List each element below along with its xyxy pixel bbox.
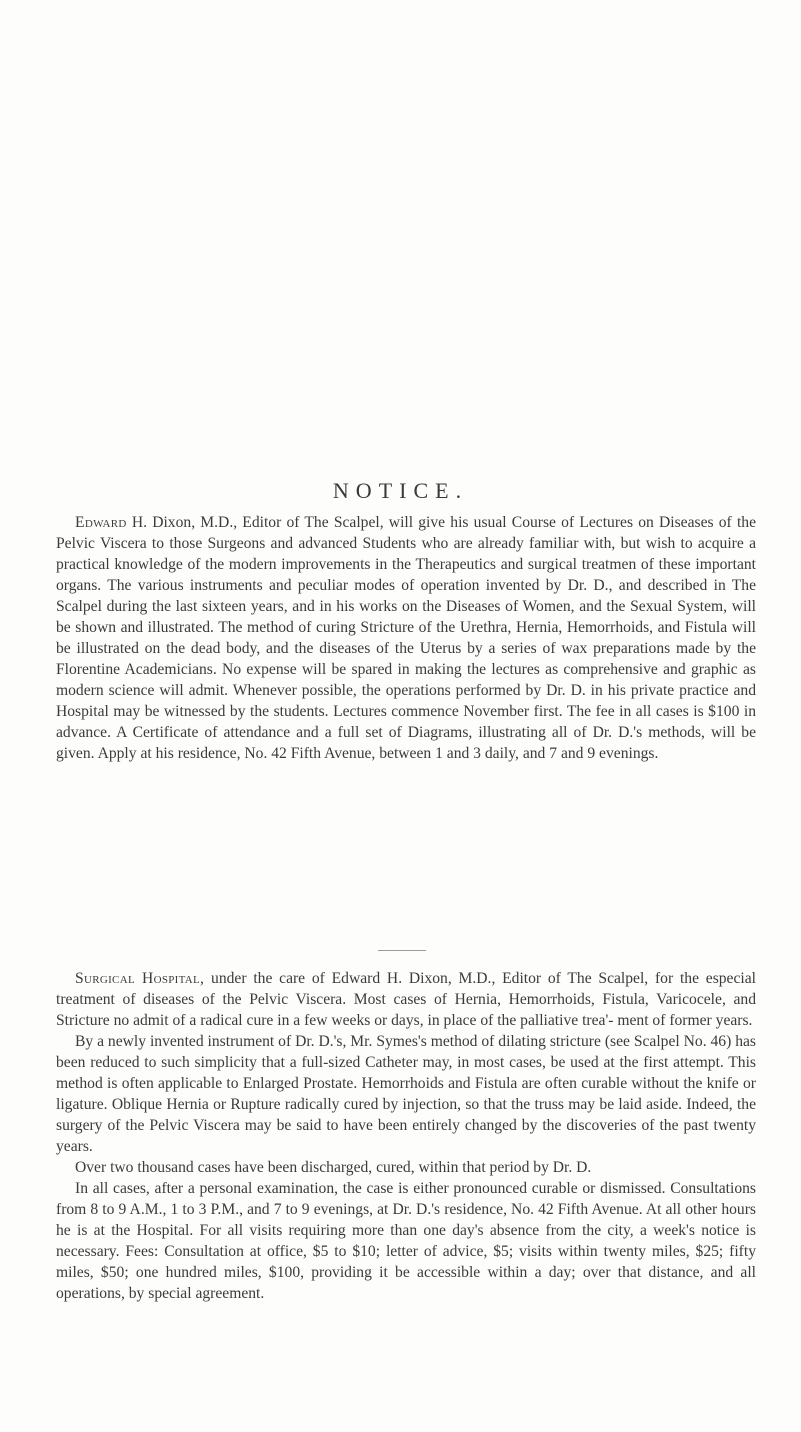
- section-divider: [378, 950, 426, 951]
- notice-title: NOTICE.: [332, 478, 469, 503]
- hospital-lead: Surgical Hospital,: [75, 970, 205, 987]
- notice-lead-name: Edward: [75, 514, 127, 531]
- notice-paragraph-text: H. Dixon, M.D., Editor of The Scalpel, will give his usual Course of Lectures on Diseases of the Pelvic Viscera to those Surgeons and advanced Students who are already familiar with, but wish to acquire a practical knowledge of the modern improvements in the Therapeutics and surgical treatmen of these important organs. The various instruments and peculiar modes of operation invented by Dr. D., and described in The Scalpel during the last sixteen years, and in his works on the Diseases of Women, and the Sexual System, will be shown and illustrated. The method of curing Stricture of the Urethra, Hernia, Hemorrhoids, and Fistula will be illustrated on the dead body, and the diseases of the Uterus by a series of wax preparations made by the Florentine Academicians. No expense will be spared in making the lectures as comprehensive and graphic as modern science will admit. Whenever possible, the operations performed by Dr. D. in his private practice and Hospital may be witnessed by the students. Lectures commence November first. The fee in all cases is $100 in advance. A Certificate of attendance and a full set of Diagrams, illustrating all of Dr. D.'s methods, will be given. Apply at his residence, No. 42 Fifth Avenue, between 1 and 3 daily, and 7 and 9 evenings.: [56, 514, 756, 762]
- lecture-notice-section: [56, 512, 756, 764]
- lecture-notice-paragraph: [56, 512, 756, 764]
- hospital-paragraph-2: By a newly invented instrument of Dr. D.'s, Mr. Symes's method of dilating stricture (see Scalpel No. 46) has been reduced to such simplicity that a full-sized Catheter may, in most cases, be used at the first attempt. This method is often applicable to Enlarged Prostate. Hemorrhoids and Fistula are often curable without the knife or ligature. Oblique Hernia or Rupture radically cured by injection, so that the truss may be laid aside. Indeed, the surgery of the Pelvic Viscera may be said to have been entirely changed by the discoveries of the past twenty years.: [56, 1033, 756, 1155]
- hospital-paragraph-3: Over two thousand cases have been discharged, cured, within that period by Dr. D.: [75, 1159, 592, 1176]
- surgical-hospital-section: [56, 968, 756, 1304]
- hospital-paragraph-4: In all cases, after a personal examination, the case is either pronounced curable or dismissed. Consultations from 8 to 9 A.M., 1 to 3 P.M., and 7 to 9 evenings, at Dr. D.'s residence, No. 42 Fifth Avenue. At all other hours he is at the Hospital. For all visits requiring more than one day's absence from the city, a week's notice is necessary. Fees: Consultation at office, $5 to $10; letter of advice, $5; visits within twenty miles, $25; fifty miles, $50; one hundred miles, $100, providing it be accessible within a day; over that distance, and all operations, by special agreement.: [56, 1180, 756, 1302]
- hospital-paragraph-1-text: under the care of Edward H. Dixon, M.D., Editor of The Scalpel, for the especial treatment of diseases of the Pelvic Viscera. Most cases of Hernia, Hemorrhoids, Fistula, Varicocele, and Stricture no admit of a radical cure in a few weeks or days, in place of the palliative trea'- ment of former years.: [56, 970, 756, 1029]
- hospital-paragraph-1: [56, 968, 756, 1031]
